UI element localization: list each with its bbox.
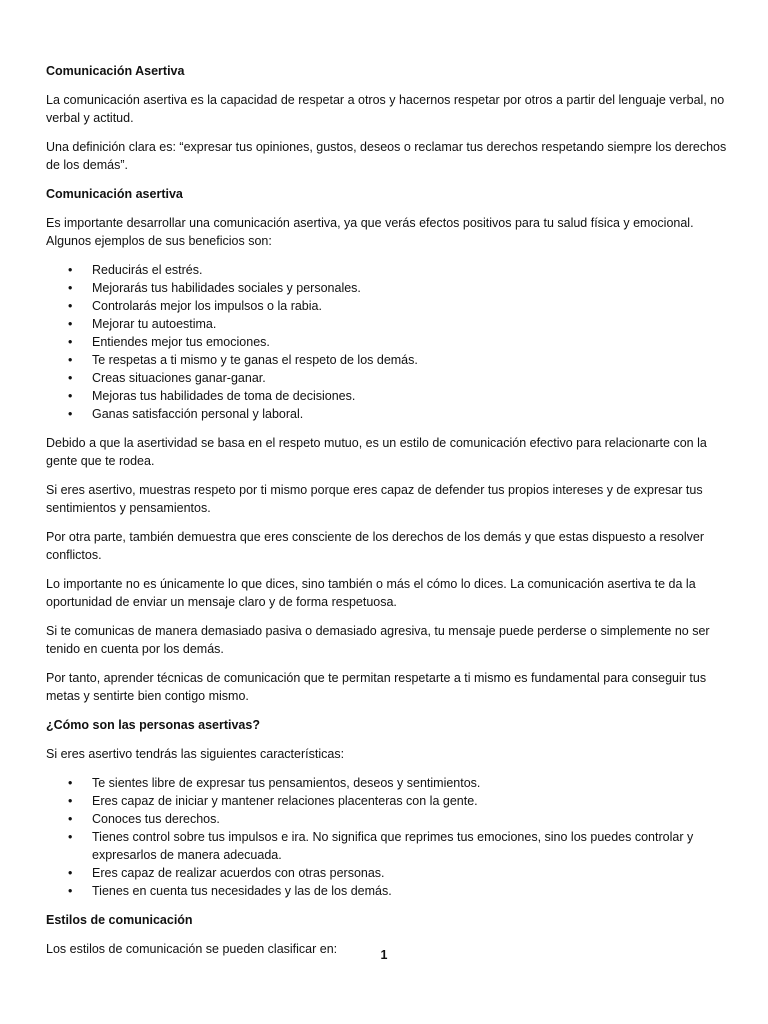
- document-page: [46, 62, 736, 969]
- paragraph: Por tanto, aprender técnicas de comunicación que te permitan respetarte a ti mismo es fundamental para conseguir tus metas y sentirte bien contigo mismo.: [46, 671, 707, 703]
- paragraph: Por otra parte, también demuestra que eres consciente de los derechos de los demás y que estas dispuesto a resolver conflictos.: [46, 530, 705, 562]
- paragraph: Si eres asertivo tendrás las siguientes características:: [46, 747, 345, 761]
- paragraph: Una definición clara es: “expresar tus opiniones, gustos, deseos o reclamar tus derechos respetando siempre los derechos de los demás”.: [46, 140, 727, 172]
- paragraph: La comunicación asertiva es la capacidad de respetar a otros y hacernos respetar por otros a partir del lenguaje verbal, no verbal y actitud.: [46, 93, 725, 125]
- page-number: 1: [380, 948, 388, 962]
- list-item: • Te sientes libre de expresar tus pensamientos, deseos y sentimientos.: [46, 774, 736, 792]
- traits-list: [46, 774, 736, 900]
- heading-comunicacion-asertiva-2: Comunicación asertiva: [46, 187, 183, 201]
- list-item: • Tienes control sobre tus impulsos e ira. No significa que reprimes tus emociones, sino los puedes controlar y expresarlos de manera adecuada.: [46, 828, 736, 864]
- paragraph: Debido a que la asertividad se basa en el respeto mutuo, es un estilo de comunicación efectivo para relacionarte con la gente que te rodea.: [46, 436, 707, 468]
- list-item: • Mejorar tu autoestima.: [46, 315, 736, 333]
- list-item: • Creas situaciones ganar-ganar.: [46, 369, 736, 387]
- list-item: • Mejorarás tus habilidades sociales y personales.: [46, 279, 736, 297]
- list-item: • Tienes en cuenta tus necesidades y las de los demás.: [46, 882, 736, 900]
- list-item: • Eres capaz de iniciar y mantener relaciones placenteras con la gente.: [46, 792, 736, 810]
- paragraph: Si te comunicas de manera demasiado pasiva o demasiado agresiva, tu mensaje puede perderse o simplemente no ser tenido en cuenta por los demás.: [46, 624, 710, 656]
- list-item: • Te respetas a ti mismo y te ganas el respeto de los demás.: [46, 351, 736, 369]
- paragraph: Lo importante no es únicamente lo que dices, sino también o más el cómo lo dices. La comunicación asertiva te da la oportunidad de enviar un mensaje claro y de forma respetuosa.: [46, 577, 696, 609]
- heading-estilos-comunicacion: Estilos de comunicación: [46, 913, 193, 927]
- list-item: • Ganas satisfacción personal y laboral.: [46, 405, 736, 423]
- benefits-list: [46, 261, 736, 423]
- paragraph: Si eres asertivo, muestras respeto por ti mismo porque eres capaz de defender tus propios intereses y de expresar tus sentimientos y pensamientos.: [46, 483, 703, 515]
- list-item: • Reducirás el estrés.: [46, 261, 736, 279]
- list-item: • Mejoras tus habilidades de toma de decisiones.: [46, 387, 736, 405]
- paragraph: Es importante desarrollar una comunicación asertiva, ya que verás efectos positivos para tu salud física y emocional. Algunos ejemplos de sus beneficios son:: [46, 216, 694, 248]
- list-item: • Entiendes mejor tus emociones.: [46, 333, 736, 351]
- list-item: • Conoces tus derechos.: [46, 810, 736, 828]
- list-item: • Controlarás mejor los impulsos o la rabia.: [46, 297, 736, 315]
- paragraph: Los estilos de comunicación se pueden clasificar en:: [46, 942, 338, 956]
- heading-personas-asertivas: ¿Cómo son las personas asertivas?: [46, 718, 260, 732]
- heading-comunicacion-asertiva: Comunicación Asertiva: [46, 64, 185, 78]
- list-item: • Eres capaz de realizar acuerdos con otras personas.: [46, 864, 736, 882]
